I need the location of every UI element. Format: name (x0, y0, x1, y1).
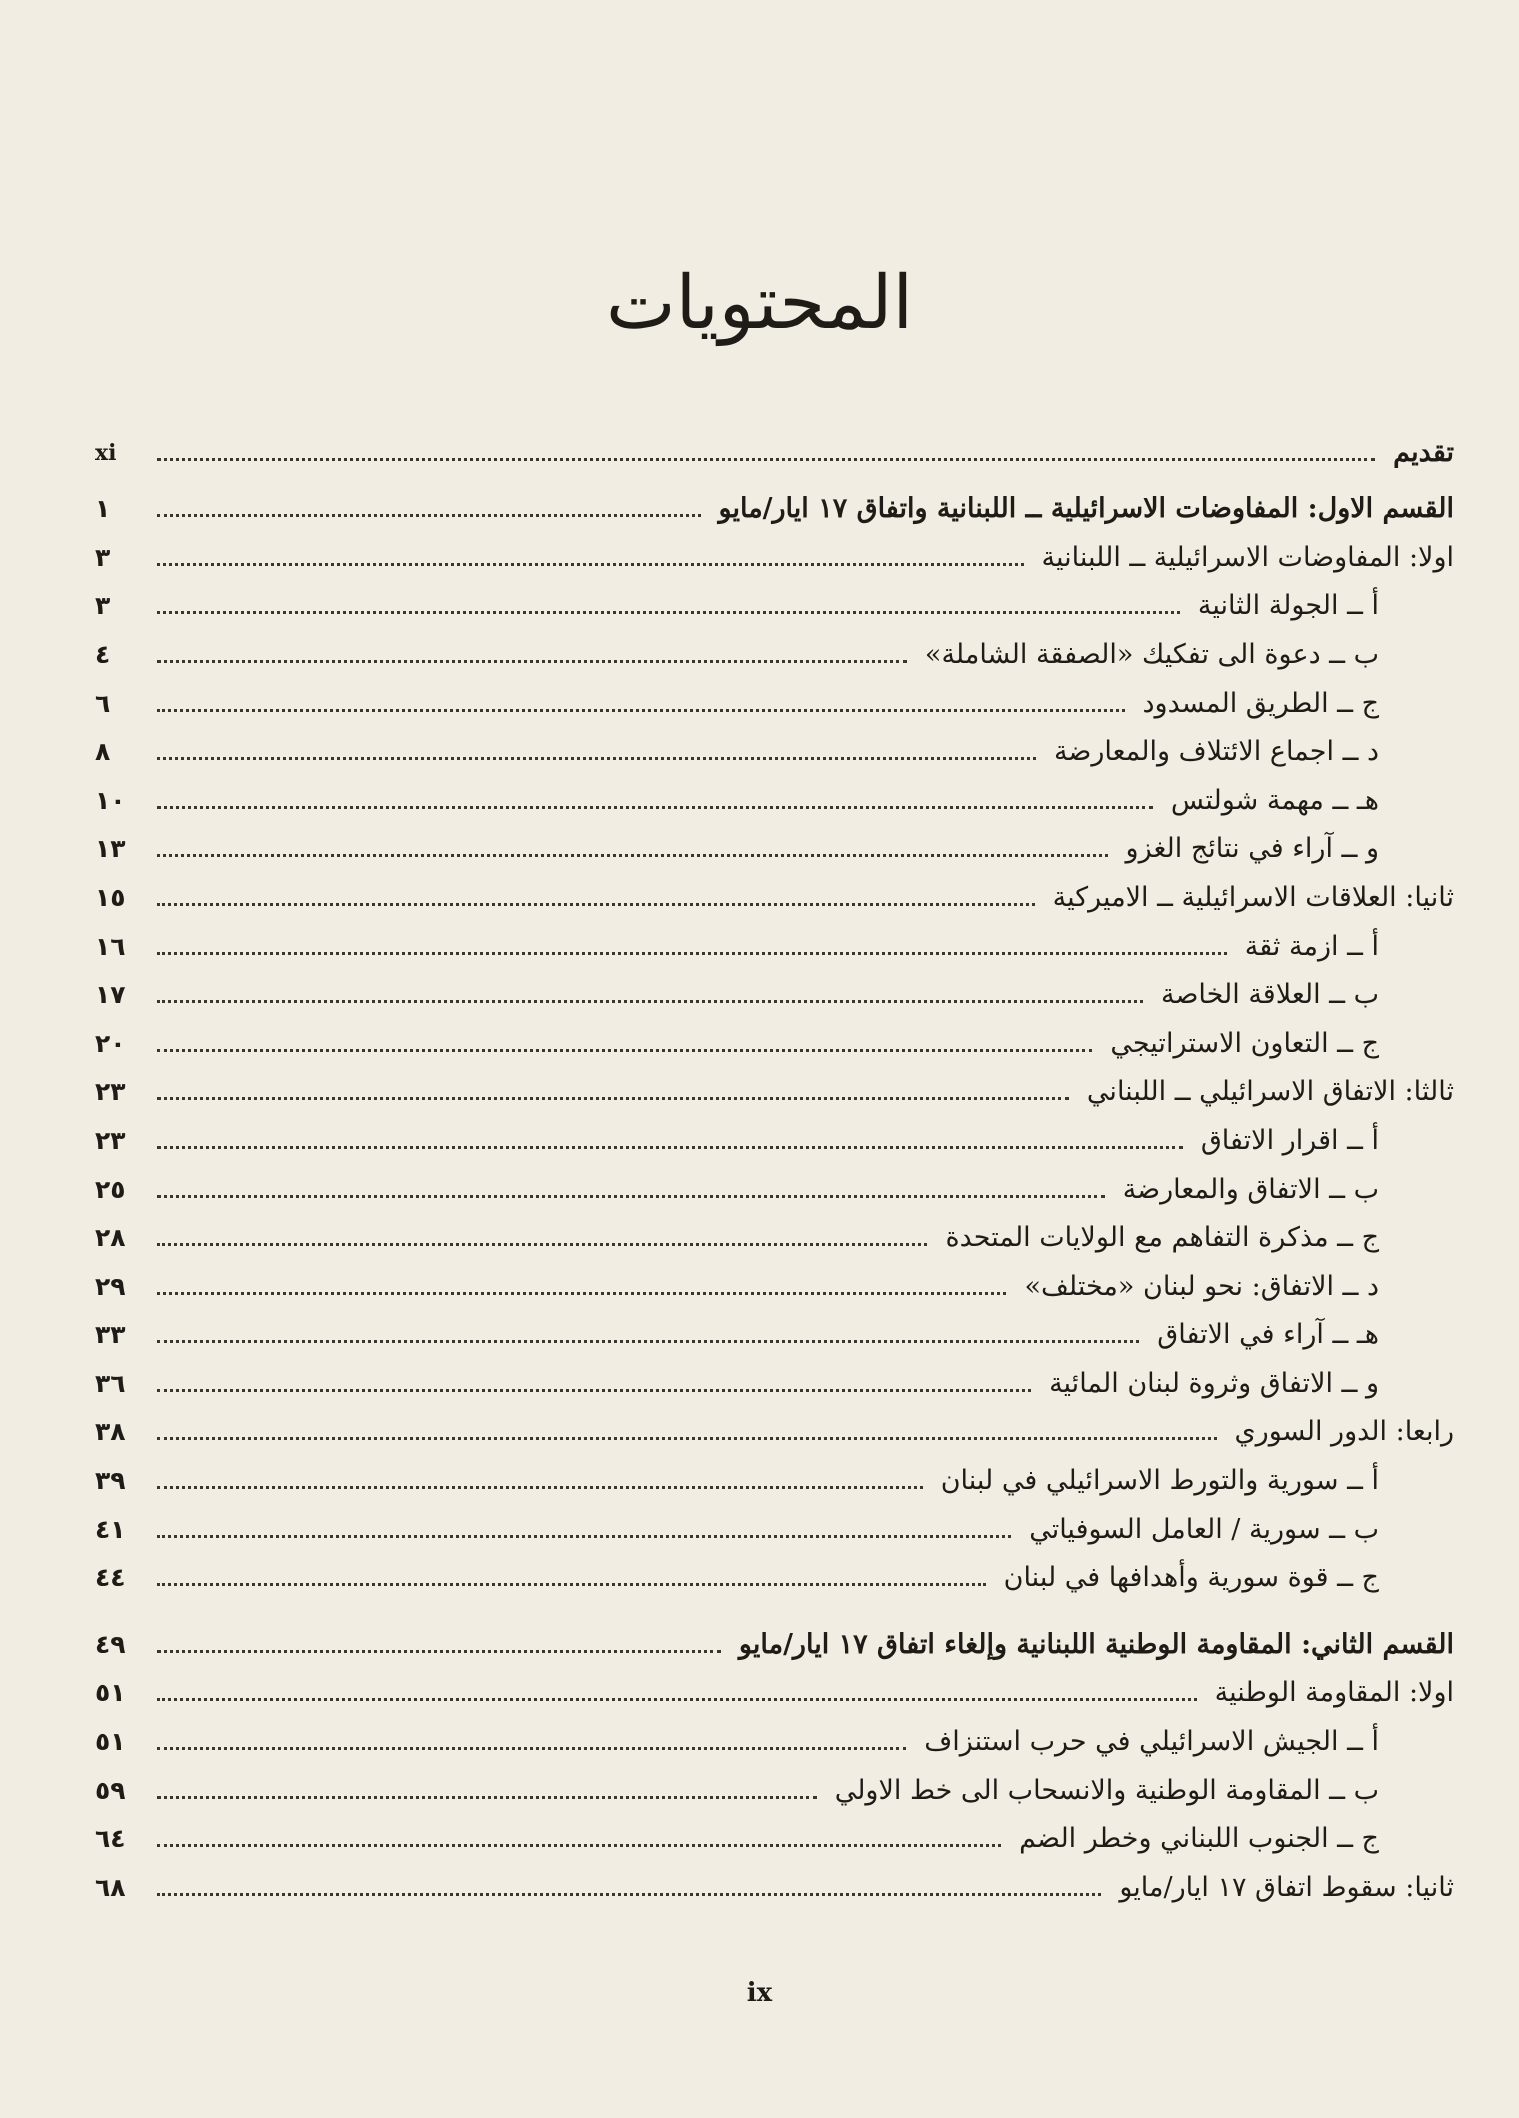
toc-entry-page: ٢٣ (95, 1077, 126, 1107)
toc-row (95, 1497, 1454, 1546)
toc-entry-page: ٥١ (95, 1678, 126, 1708)
toc-entry-page: ٤٤ (95, 1563, 126, 1593)
toc-entry-title: ج ــ الطريق المسدود (1142, 687, 1379, 719)
dot-leader (157, 1583, 986, 1586)
toc-entry-page: ١٣ (95, 834, 126, 864)
toc-entry-title: ب ــ المقاومة الوطنية والانسحاب الى خط الاولي (834, 1774, 1379, 1806)
toc-row (95, 1709, 1454, 1758)
toc-entry-page: ٣٨ (95, 1417, 126, 1447)
toc-entry-title: أ ــ الجيش الاسرائيلي في حرب استنزاف (924, 1726, 1379, 1758)
toc-row (95, 1157, 1454, 1206)
toc-entry-title: رابعا: الدور السوري (1234, 1416, 1454, 1448)
toc-row (95, 574, 1454, 623)
dot-leader (157, 458, 1375, 461)
toc-row (95, 671, 1454, 720)
toc-row (95, 963, 1454, 1012)
toc-entry-title: اولا: المقاومة الوطنية (1214, 1677, 1454, 1709)
dot-leader (157, 1698, 1197, 1701)
dot-leader (157, 1437, 1217, 1440)
toc-entry-title: ج ــ قوة سورية وأهدافها في لبنان (1003, 1562, 1379, 1594)
toc-row (95, 1661, 1454, 1710)
toc-entry-page: ١٦ (95, 931, 126, 961)
toc-entry-page: ٦٤ (95, 1824, 126, 1854)
toc-entry-title: و ــ الاتفاق وثروة لبنان المائية (1049, 1367, 1379, 1399)
toc-entry-title: ب ــ الاتفاق والمعارضة (1122, 1173, 1379, 1205)
dot-leader (157, 757, 1036, 760)
toc-entry-page: ٤٩ (95, 1629, 126, 1659)
table-of-contents (95, 420, 1454, 1904)
toc-entry-title: د ــ الاتفاق: نحو لبنان «مختلف» (1024, 1270, 1379, 1302)
toc-entry-title: هـ ــ آراء في الاتفاق (1157, 1319, 1379, 1351)
toc-row (95, 817, 1454, 866)
toc-entry-page: ٣٣ (95, 1320, 126, 1350)
toc-entry-title: ثانيا: سقوط اتفاق ١٧ ايار/مايو (1119, 1871, 1454, 1903)
toc-row (95, 1108, 1454, 1157)
toc-entry-page: ٣ (95, 591, 111, 621)
toc-row (95, 914, 1454, 963)
toc-entry-page: ٦ (95, 688, 111, 718)
dot-leader (157, 854, 1108, 857)
toc-entry-title: أ ــ ازمة ثقة (1244, 930, 1379, 962)
toc-entry-title: أ ــ سورية والتورط الاسرائيلي في لبنان (940, 1465, 1379, 1497)
toc-row (95, 1303, 1454, 1352)
dot-leader (157, 1650, 721, 1653)
toc-entry-page: ٢٠ (95, 1028, 126, 1058)
dot-leader (157, 1195, 1105, 1198)
toc-entry-page: ٣٦ (95, 1368, 126, 1398)
toc-row (95, 1060, 1454, 1109)
toc-entry-page: ٥٩ (95, 1775, 126, 1805)
toc-row (95, 1612, 1454, 1661)
toc-entry-title: اولا: المفاوضات الاسرائيلية ــ اللبنانية (1041, 541, 1454, 573)
toc-entry-page: ٢٣ (95, 1125, 126, 1155)
toc-entry-title: تقديم (1393, 436, 1454, 468)
dot-leader (157, 1844, 1001, 1847)
dot-leader (157, 1243, 927, 1246)
dot-leader (157, 952, 1227, 955)
toc-entry-title: القسم الاول: المفاوضات الاسرائيلية ــ اللبنانية واتفاق ١٧ ايار/مايو (718, 493, 1454, 525)
dot-leader (157, 1486, 923, 1489)
toc-entry-page: ١ (95, 494, 111, 524)
toc-row (95, 477, 1454, 526)
toc-row (95, 865, 1454, 914)
toc-entry-title: أ ــ الجولة الثانية (1197, 590, 1379, 622)
toc-entry-title: ب ــ سورية / العامل السوفياتي (1029, 1513, 1379, 1545)
toc-entry-page: xi (95, 439, 117, 466)
toc-row (95, 525, 1454, 574)
toc-row (95, 768, 1454, 817)
toc-entry-title: ج ــ مذكرة التفاهم مع الولايات المتحدة (945, 1222, 1379, 1254)
dot-leader (157, 1146, 1183, 1149)
toc-entry-title: ب ــ العلاقة الخاصة (1160, 979, 1379, 1011)
dot-leader (157, 611, 1180, 614)
toc-row (95, 1400, 1454, 1449)
toc-entry-page: ٢٨ (95, 1223, 126, 1253)
dot-leader (157, 1389, 1031, 1392)
dot-leader (157, 806, 1153, 809)
toc-entry-page: ٣ (95, 542, 111, 572)
toc-entry-title: ج ــ الجنوب اللبناني وخطر الضم (1019, 1823, 1379, 1855)
toc-entry-title: ثالثا: الاتفاق الاسرائيلي ــ اللبناني (1086, 1076, 1454, 1108)
toc-row (95, 622, 1454, 671)
dot-leader (157, 514, 701, 517)
dot-leader (157, 1340, 1139, 1343)
toc-entry-page: ٤١ (95, 1514, 126, 1544)
dot-leader (157, 1097, 1069, 1100)
toc-entry-title: أ ــ اقرار الاتفاق (1200, 1124, 1379, 1156)
toc-entry-title: و ــ آراء في نتائج الغزو (1125, 833, 1379, 865)
toc-entry-page: ٤ (95, 639, 111, 669)
dot-leader (157, 1049, 1092, 1052)
dot-leader (157, 1000, 1143, 1003)
toc-entry-title: ج ــ التعاون الاستراتيجي (1110, 1027, 1379, 1059)
toc-entry-title: د ــ اجماع الائتلاف والمعارضة (1053, 736, 1379, 768)
toc-entry-page: ١٠ (95, 785, 126, 815)
toc-entry-page: ٨ (95, 737, 111, 767)
toc-row (95, 1855, 1454, 1904)
toc-entry-title: هـ ــ مهمة شولتس (1170, 784, 1379, 816)
dot-leader (157, 1893, 1101, 1896)
toc-entry-page: ٢٩ (95, 1271, 126, 1301)
toc-entry-page: ١٧ (95, 980, 126, 1010)
toc-row (95, 420, 1454, 469)
toc-entry-title: القسم الثاني: المقاومة الوطنية اللبنانية وإلغاء اتفاق ١٧ ايار/مايو (738, 1628, 1454, 1660)
toc-row (95, 720, 1454, 769)
toc-entry-title: ب ــ دعوة الى تفكيك «الصفقة الشاملة» (924, 638, 1379, 670)
toc-row (95, 1254, 1454, 1303)
dot-leader (157, 709, 1125, 712)
toc-entry-page: ٦٨ (95, 1872, 126, 1902)
dot-leader (157, 1747, 906, 1750)
page-number: ix (746, 1978, 773, 2008)
toc-entry-page: ٣٩ (95, 1466, 126, 1496)
dot-leader (157, 903, 1035, 906)
toc-entry-page: ٥١ (95, 1727, 126, 1757)
toc-row (95, 1011, 1454, 1060)
toc-row (95, 1546, 1454, 1595)
dot-leader (157, 660, 907, 663)
toc-row (95, 1807, 1454, 1856)
toc-entry-page: ٢٥ (95, 1174, 126, 1204)
toc-row (95, 1758, 1454, 1807)
dot-leader (157, 563, 1024, 566)
dot-leader (157, 1292, 1006, 1295)
toc-entry-page: ١٥ (95, 882, 126, 912)
toc-row (95, 1206, 1454, 1255)
toc-row (95, 1448, 1454, 1497)
page-title: المحتويات (605, 260, 914, 346)
toc-entry-title: ثانيا: العلاقات الاسرائيلية ــ الاميركية (1052, 881, 1454, 913)
toc-row (95, 1351, 1454, 1400)
dot-leader (157, 1535, 1011, 1538)
dot-leader (157, 1796, 817, 1799)
